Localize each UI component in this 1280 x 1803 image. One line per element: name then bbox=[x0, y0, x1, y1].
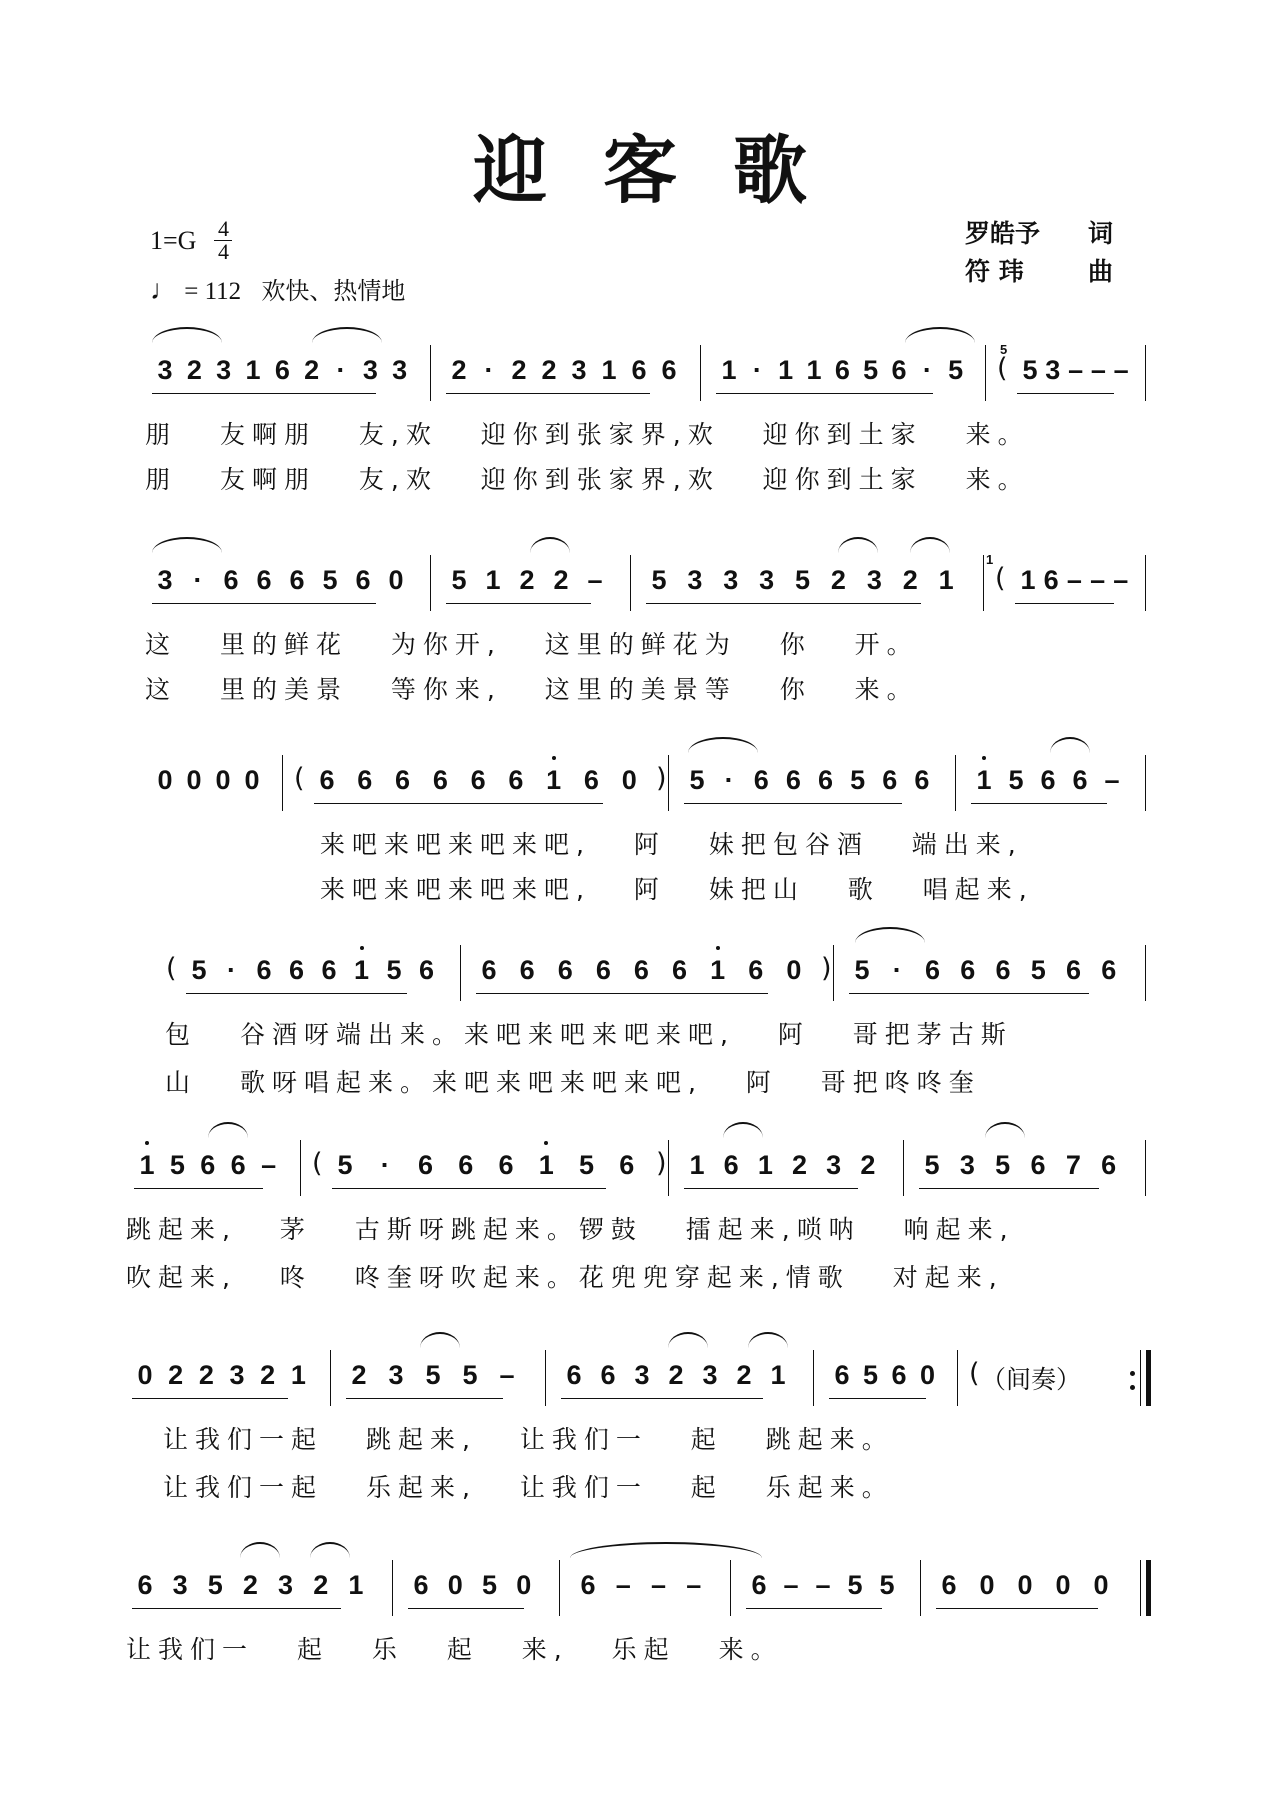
beam-underline bbox=[132, 1608, 341, 1609]
note: 6 bbox=[432, 765, 448, 795]
final-barline bbox=[1146, 1560, 1151, 1616]
note: 3 bbox=[959, 1150, 975, 1180]
notation-row bbox=[0, 1350, 1280, 1410]
sustain-dash: – bbox=[587, 565, 603, 595]
note: 6 bbox=[319, 765, 335, 795]
note: 0 bbox=[215, 765, 231, 795]
note: 5 bbox=[850, 765, 866, 795]
sustain-dash: – bbox=[1090, 355, 1106, 385]
note: 2 bbox=[198, 1360, 214, 1390]
note: · bbox=[227, 955, 236, 985]
note: 5 bbox=[169, 1150, 185, 1180]
note: 0 bbox=[388, 565, 404, 595]
barline bbox=[545, 1350, 546, 1406]
note: 5 bbox=[689, 765, 705, 795]
note: 5 bbox=[462, 1360, 478, 1390]
barline bbox=[668, 755, 669, 811]
note: 6 bbox=[1030, 1150, 1046, 1180]
credits bbox=[965, 215, 1113, 291]
barline bbox=[282, 755, 283, 811]
note: 5 bbox=[1030, 955, 1046, 985]
note: 3 bbox=[702, 1360, 718, 1390]
note: · bbox=[336, 355, 346, 385]
key-label: 1=G bbox=[150, 225, 197, 255]
note: 6 bbox=[355, 565, 371, 595]
note: 6 bbox=[223, 565, 239, 595]
notation-row bbox=[0, 945, 1280, 1005]
note: 6 bbox=[924, 955, 941, 985]
note: 6 bbox=[413, 1570, 429, 1600]
sustain-dash: – bbox=[1104, 765, 1120, 795]
note: 6 bbox=[914, 765, 930, 795]
note: 5 bbox=[322, 565, 338, 595]
note: 6 bbox=[137, 1570, 153, 1600]
note: 6 bbox=[321, 955, 337, 985]
barline bbox=[630, 555, 631, 611]
note: 2 bbox=[260, 1360, 276, 1390]
note: 2 bbox=[791, 1150, 808, 1180]
note: 6 bbox=[1065, 955, 1082, 985]
note: 1 bbox=[245, 355, 261, 385]
sustain-dash: – bbox=[815, 1570, 831, 1600]
beam-underline bbox=[646, 603, 921, 604]
close-paren: ) bbox=[821, 953, 832, 984]
close-paren: ) bbox=[656, 1148, 667, 1179]
note: 3 bbox=[1045, 355, 1061, 385]
barline bbox=[460, 945, 461, 1001]
barline bbox=[955, 755, 956, 811]
slur-mark bbox=[570, 1542, 762, 1558]
slur-mark bbox=[152, 327, 222, 343]
slur-mark bbox=[723, 1122, 763, 1138]
note: · bbox=[380, 1150, 390, 1180]
note: 1 bbox=[806, 355, 822, 385]
notation-row bbox=[0, 1140, 1280, 1200]
note: 6 bbox=[661, 355, 677, 385]
beam-underline bbox=[446, 603, 591, 604]
close-paren: ) bbox=[656, 763, 667, 794]
note: 0 bbox=[1093, 1570, 1109, 1600]
sustain-dash: – bbox=[1066, 565, 1082, 595]
barline bbox=[300, 1140, 301, 1196]
note: 6 bbox=[882, 765, 898, 795]
note: 1 bbox=[971, 765, 997, 796]
beam-underline bbox=[971, 803, 1107, 804]
sustain-dash: – bbox=[650, 1570, 667, 1600]
note: 5 bbox=[651, 565, 667, 595]
barline bbox=[957, 1350, 958, 1406]
open-paren: ( bbox=[995, 563, 1006, 594]
note: 6 bbox=[274, 355, 290, 385]
time-signature: 4 4 bbox=[214, 218, 232, 263]
note: 5 bbox=[1008, 765, 1024, 795]
note: 2 bbox=[830, 565, 846, 595]
note: · bbox=[922, 355, 932, 385]
note: 6 bbox=[481, 955, 497, 985]
key-tempo-block bbox=[150, 218, 405, 307]
note: 6 bbox=[723, 1150, 739, 1180]
grace-note: 1 bbox=[986, 552, 994, 567]
note: 2 bbox=[860, 1150, 876, 1180]
note: 6 bbox=[1101, 1150, 1117, 1180]
expression-marking: 欢快、热情地 bbox=[261, 277, 406, 305]
note: 1 bbox=[689, 1150, 705, 1180]
grace-note: 5 bbox=[1000, 342, 1008, 357]
beam-underline bbox=[561, 1398, 763, 1399]
note: · bbox=[484, 355, 494, 385]
note: 6 bbox=[817, 765, 834, 795]
interlude-marking: （间奏） bbox=[981, 1365, 1082, 1394]
beam-underline bbox=[132, 1398, 288, 1399]
note: 6 bbox=[834, 355, 850, 385]
open-paren: ( bbox=[294, 763, 305, 794]
barline bbox=[330, 1350, 331, 1406]
slur-mark bbox=[855, 927, 925, 943]
note: 2 bbox=[668, 1360, 684, 1390]
open-paren: ( bbox=[312, 1148, 323, 1179]
sustain-dash: – bbox=[686, 1570, 702, 1600]
slur-mark bbox=[312, 327, 382, 343]
note: 6 bbox=[631, 355, 647, 385]
note: 6 bbox=[256, 565, 272, 595]
note: 6 bbox=[230, 1150, 246, 1180]
note: 3 bbox=[687, 565, 703, 595]
note: 0 bbox=[979, 1570, 995, 1600]
song-title: 迎客歌 bbox=[473, 128, 863, 214]
barline bbox=[392, 1560, 393, 1616]
sustain-dash: – bbox=[783, 1570, 799, 1600]
note: 6 bbox=[557, 955, 573, 985]
notation-row bbox=[0, 342, 1280, 405]
note: 6 bbox=[508, 765, 524, 795]
note: 6 bbox=[256, 955, 272, 985]
note: 1 bbox=[778, 355, 794, 385]
barline bbox=[920, 1560, 921, 1616]
note: 3 bbox=[216, 355, 232, 385]
note: 1 bbox=[533, 1150, 559, 1181]
barline bbox=[813, 1350, 814, 1406]
note: 5 bbox=[386, 955, 402, 985]
note: 7 bbox=[1065, 1150, 1081, 1180]
sustain-dash: – bbox=[1113, 355, 1129, 385]
notation-row bbox=[0, 552, 1280, 615]
note: 0 bbox=[157, 765, 173, 795]
note: 6 bbox=[891, 1360, 907, 1390]
note: 1 bbox=[134, 1150, 160, 1181]
slur-mark bbox=[530, 537, 570, 553]
note: · bbox=[193, 565, 203, 595]
note: 5 bbox=[207, 1570, 223, 1600]
note: 6 bbox=[498, 1150, 514, 1180]
note: 6 bbox=[995, 955, 1011, 985]
note: 2 bbox=[519, 565, 535, 595]
note: 0 bbox=[919, 1360, 936, 1390]
slur-mark bbox=[1050, 737, 1090, 753]
note: 6 bbox=[289, 565, 305, 595]
note: 1 bbox=[770, 1360, 786, 1390]
tempo-value: = 112 bbox=[184, 278, 242, 305]
note: 2 bbox=[553, 565, 569, 595]
barline bbox=[1145, 1140, 1146, 1196]
note: 5 bbox=[578, 1150, 595, 1180]
note: 3 bbox=[759, 565, 775, 595]
note: 2 bbox=[168, 1360, 184, 1390]
note: · bbox=[892, 955, 902, 985]
note: 2 bbox=[313, 1570, 329, 1600]
note: 6 bbox=[470, 765, 486, 795]
slur-mark bbox=[688, 737, 758, 753]
beam-underline bbox=[332, 1188, 606, 1189]
open-paren: ( bbox=[969, 1358, 980, 1389]
note: 6 bbox=[200, 1150, 216, 1180]
slur-mark bbox=[240, 1542, 280, 1558]
note: 1 bbox=[721, 355, 737, 385]
barline bbox=[1145, 345, 1146, 401]
note: 6 bbox=[595, 955, 611, 985]
note: 5 bbox=[451, 565, 467, 595]
note: 2 bbox=[242, 1570, 258, 1600]
barline bbox=[559, 1560, 560, 1616]
note: 5 bbox=[863, 355, 879, 385]
barline bbox=[430, 555, 431, 611]
note: 6 bbox=[566, 1360, 582, 1390]
note: 6 bbox=[785, 765, 801, 795]
beam-underline bbox=[446, 393, 650, 394]
note: 6 bbox=[748, 955, 764, 985]
slur-mark bbox=[905, 327, 975, 343]
sustain-dash: – bbox=[261, 1150, 277, 1180]
beam-underline bbox=[919, 1188, 1099, 1189]
beam-underline bbox=[716, 393, 933, 394]
slur-mark bbox=[420, 1332, 460, 1348]
note: 6 bbox=[960, 955, 976, 985]
note: 1 bbox=[938, 565, 954, 595]
note: 1 bbox=[705, 955, 731, 986]
note: 0 bbox=[786, 955, 802, 985]
note: 1 bbox=[601, 355, 617, 385]
note: 6 bbox=[891, 355, 907, 385]
note: 6 bbox=[1043, 565, 1059, 595]
note: · bbox=[752, 355, 762, 385]
note: 5 bbox=[425, 1360, 441, 1390]
note: 6 bbox=[1040, 765, 1056, 795]
beam-underline bbox=[314, 803, 603, 804]
open-paren: ( bbox=[997, 353, 1008, 384]
note: 3 bbox=[866, 565, 882, 595]
sustain-dash: – bbox=[1068, 355, 1084, 385]
note: 5 bbox=[337, 1150, 353, 1180]
beam-underline bbox=[829, 1398, 926, 1399]
note: 3 bbox=[362, 355, 378, 385]
note: 5 bbox=[879, 1570, 895, 1600]
composer-credit: 符 玮 曲 bbox=[965, 257, 1113, 286]
beam-underline bbox=[746, 1608, 882, 1609]
note: 3 bbox=[157, 565, 173, 595]
slur-mark bbox=[910, 537, 950, 553]
barline bbox=[700, 345, 701, 401]
note: 3 bbox=[172, 1570, 188, 1600]
barline bbox=[983, 555, 984, 611]
note: 1 bbox=[290, 1360, 306, 1390]
note: 5 bbox=[862, 1360, 879, 1390]
beam-underline bbox=[134, 1188, 263, 1189]
note: 6 bbox=[941, 1570, 957, 1600]
note: 6 bbox=[834, 1360, 850, 1390]
notation-row bbox=[0, 755, 1280, 815]
beam-underline bbox=[152, 603, 376, 604]
note: 5 bbox=[1022, 355, 1038, 385]
note: · bbox=[724, 765, 734, 795]
note: 3 bbox=[392, 355, 408, 385]
note: 2 bbox=[736, 1360, 752, 1390]
beam-underline bbox=[408, 1608, 524, 1609]
barline bbox=[668, 1140, 669, 1196]
note: 0 bbox=[1017, 1570, 1033, 1600]
lyricist-credit: 罗皓予 词 bbox=[965, 219, 1113, 248]
slur-mark bbox=[668, 1332, 708, 1348]
sustain-dash: – bbox=[615, 1570, 631, 1600]
slur-mark bbox=[208, 1122, 248, 1138]
note: 1 bbox=[541, 765, 567, 796]
beam-underline bbox=[346, 1398, 503, 1399]
note: 6 bbox=[395, 765, 411, 795]
note: 5 bbox=[995, 1150, 1011, 1180]
beam-underline bbox=[1015, 603, 1114, 604]
final-barline bbox=[1146, 1350, 1151, 1406]
note: 6 bbox=[600, 1360, 616, 1390]
beam-underline bbox=[476, 993, 768, 994]
note: 0 bbox=[1055, 1570, 1071, 1600]
slur-mark bbox=[838, 537, 878, 553]
note: 5 bbox=[847, 1570, 863, 1600]
note: 3 bbox=[157, 355, 173, 385]
note: 3 bbox=[571, 355, 587, 385]
note: 0 bbox=[447, 1570, 463, 1600]
beam-underline bbox=[152, 393, 376, 394]
note: 6 bbox=[672, 955, 688, 985]
notation-row bbox=[0, 1560, 1280, 1620]
note: 2 bbox=[304, 355, 320, 385]
note: 6 bbox=[619, 1150, 635, 1180]
barline bbox=[1145, 755, 1146, 811]
note: 1 bbox=[485, 565, 501, 595]
note: 2 bbox=[351, 1360, 367, 1390]
note: 2 bbox=[451, 355, 467, 385]
open-paren: ( bbox=[166, 953, 177, 984]
beam-underline bbox=[684, 803, 902, 804]
slur-mark bbox=[152, 537, 222, 553]
note: 6 bbox=[583, 765, 599, 795]
slur-mark bbox=[985, 1122, 1025, 1138]
note: 6 bbox=[751, 1570, 767, 1600]
note: 5 bbox=[948, 355, 964, 385]
barline bbox=[430, 345, 431, 401]
note: 3 bbox=[723, 565, 739, 595]
note: 1 bbox=[348, 1570, 364, 1600]
note: 3 bbox=[388, 1360, 404, 1390]
note: 5 bbox=[191, 955, 207, 985]
note: 6 bbox=[580, 1570, 596, 1600]
barline bbox=[985, 345, 986, 401]
sustain-dash: – bbox=[1113, 565, 1129, 595]
note: 2 bbox=[902, 565, 918, 595]
note: 6 bbox=[288, 955, 305, 985]
note: 6 bbox=[753, 765, 769, 795]
note: 0 bbox=[137, 1360, 153, 1390]
note: 2 bbox=[186, 355, 202, 385]
note: 0 bbox=[621, 765, 637, 795]
key-signature bbox=[150, 218, 232, 263]
note: 6 bbox=[458, 1150, 474, 1180]
barline bbox=[730, 1560, 731, 1616]
beam-underline bbox=[1017, 393, 1114, 394]
note: 6 bbox=[418, 955, 435, 985]
note: 0 bbox=[516, 1570, 532, 1600]
note: 6 bbox=[1072, 765, 1088, 795]
final-barline bbox=[1140, 1560, 1141, 1616]
beam-underline bbox=[849, 993, 1089, 994]
note: 3 bbox=[229, 1360, 245, 1390]
note: 6 bbox=[417, 1150, 434, 1180]
barline bbox=[903, 1140, 904, 1196]
note: 6 bbox=[519, 955, 535, 985]
note: 1 bbox=[757, 1150, 773, 1180]
sustain-dash: – bbox=[499, 1360, 515, 1390]
note: 5 bbox=[854, 955, 870, 985]
note: 1 bbox=[1020, 565, 1036, 595]
note: 3 bbox=[634, 1360, 650, 1390]
note: 0 bbox=[186, 765, 202, 795]
note: 2 bbox=[541, 355, 557, 385]
barline bbox=[833, 945, 834, 1001]
sustain-dash: – bbox=[1090, 565, 1106, 595]
barline bbox=[1145, 555, 1146, 611]
note: 6 bbox=[357, 765, 373, 795]
note: 5 bbox=[924, 1150, 940, 1180]
quarter-note-icon: ♩ bbox=[150, 275, 178, 306]
final-barline bbox=[1140, 1350, 1141, 1406]
beam-underline bbox=[684, 1188, 858, 1189]
slur-mark bbox=[748, 1332, 788, 1348]
note: 3 bbox=[278, 1570, 294, 1600]
beam-underline bbox=[936, 1608, 1098, 1609]
note: 2 bbox=[511, 355, 527, 385]
note: 1 bbox=[349, 955, 375, 986]
note: 5 bbox=[795, 565, 811, 595]
slur-mark bbox=[310, 1542, 350, 1558]
note: 6 bbox=[1101, 955, 1117, 985]
barline bbox=[1145, 945, 1146, 1001]
note: 3 bbox=[826, 1150, 842, 1180]
score-page: 迎客歌 1=G 4 4 ♩ = 112 欢快、热情地 罗皓予 词 符 玮 曲 3 2 3 1 6 2 · 3 3 2 · 2 2 3 1 6 6 1 · 1 1 6 5 6 · 5 ( 5 3 – – – 5 朋 友啊朋 友,欢 迎你到张家界,欢 迎你到土家 来。 朋 友啊朋 友,欢 迎你到张家界,欢 迎你到土家 来。 3 · 6 6 6 5 6 0 5 1 2 2 – 5 3 3 3 5 2 3 2 1 ( 1 6 – – – 1 这 里的鲜花 为你开, 这里的鲜花为 你 开。 这 里的美景 等你来, 这里的美景等 你 来。 0 0 0 0 ( 6 6 6 6 6 6 1 6 0 ) 5 · 6 6 6 5 6 6 1 5 6 6 – 来吧来吧来吧来吧, 阿 妹把包谷酒 端出来, 来吧来吧来吧来吧, 阿 妹把山 歌 唱起来, ( 5 · 6 6 6 1 5 6 6 6 6 6 6 6 1 6 0 ) 5 · 6 6 6 5 6 6 包 谷酒呀端出来。来吧来吧来吧来吧, 阿 哥把茅古斯 山 歌呀唱起来。来吧来吧来吧来吧, 阿 哥把咚咚奎 1 5 6 6 – ( 5 · 6 6 6 1 5 6 ) 1 6 1 2 3 2 5 3 5 6 7 6 跳起来, 茅 古斯呀跳起来。锣鼓 擂起来,唢呐 响起来, 吹起来, 咚 咚奎呀吹起来。花兜兜穿起来,情歌 对起来, 0 2 2 3 2 1 2 3 5 5 – 6 6 3 2 3 2 1 6 5 6 0 （间奏） ( 让我们一起 跳起来, 让我们一 起 跳起来。 让我们一起 乐起来, 让我们一 起 乐起来。 6 3 5 2 3 2 1 6 0 5 0 6 – – – 6 – – 5 5 6 0 0 0 0 让我们一 起 乐 起 来, 乐起 来。 bbox=[0, 0, 1280, 1803]
note: 6 bbox=[633, 955, 649, 985]
beam-underline bbox=[186, 993, 407, 994]
tempo-marking bbox=[150, 271, 405, 307]
repeat-sign bbox=[1130, 1362, 1135, 1399]
note: 0 bbox=[244, 765, 260, 795]
note: 5 bbox=[481, 1570, 498, 1600]
